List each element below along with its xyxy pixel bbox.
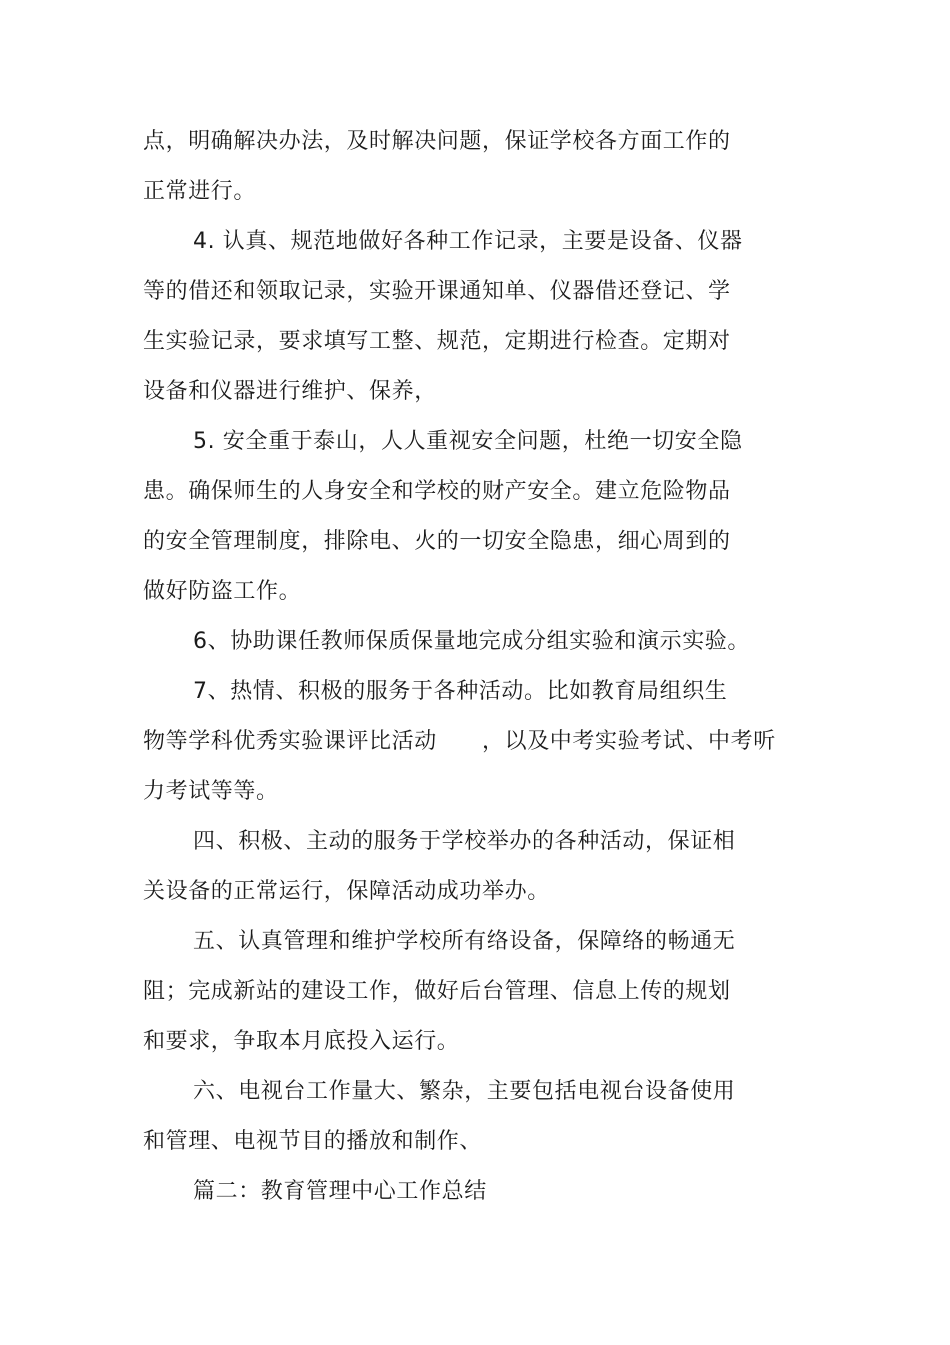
body-text-line: 患。确保师生的人身安全和学校的财产安全。建立危险物品 bbox=[143, 479, 731, 504]
body-text-line: 力考试等等。 bbox=[143, 779, 279, 804]
body-text-line: 物等学科优秀实验课评比活动 ，以及中考实验考试、中考听 bbox=[143, 729, 776, 754]
body-text-line: 等的借还和领取记录，实验开课通知单、仪器借还登记、学 bbox=[143, 279, 731, 304]
body-text-line: 做好防盗工作。 bbox=[143, 579, 302, 604]
paragraph-7-start: 7、热情、积极的服务于各种活动。比如教育局组织生 bbox=[193, 679, 728, 704]
section-six-start: 六、电视台工作量大、繁杂，主要包括电视台设备使用 bbox=[193, 1079, 736, 1104]
chapter-heading: 篇二：教育管理中心工作总结 bbox=[193, 1179, 487, 1204]
body-text-line: 正常进行。 bbox=[143, 179, 257, 204]
paragraph-6-start: 6、协助课任教师保质保量地完成分组实验和演示实验。 bbox=[193, 629, 750, 654]
body-text-line: 和要求，争取本月底投入运行。 bbox=[143, 1029, 460, 1054]
section-five-start: 五、认真管理和维护学校所有络设备，保障络的畅通无 bbox=[193, 929, 736, 954]
body-text-line: 阻；完成新站的建设工作，做好后台管理、信息上传的规划 bbox=[143, 979, 731, 1004]
body-text-line: 关设备的正常运行，保障活动成功举办。 bbox=[143, 879, 550, 904]
body-text-line: 和管理、电视节目的播放和制作、 bbox=[143, 1129, 483, 1154]
section-four-start: 四、积极、主动的服务于学校举办的各种活动，保证相 bbox=[193, 829, 736, 854]
body-text-line: 设备和仪器进行维护、保养， bbox=[143, 379, 437, 404]
body-text-line: 生实验记录，要求填写工整、规范，定期进行检查。定期对 bbox=[143, 329, 731, 354]
paragraph-4-start: 4. 认真、规范地做好各种工作记录，主要是设备、仪器 bbox=[193, 229, 743, 254]
body-text-line: 点，明确解决办法，及时解决问题，保证学校各方面工作的 bbox=[143, 129, 731, 154]
paragraph-5-start: 5. 安全重于泰山，人人重视安全问题，杜绝一切安全隐 bbox=[193, 429, 743, 454]
body-text-line: 的安全管理制度，排除电、火的一切安全隐患，细心周到的 bbox=[143, 529, 731, 554]
